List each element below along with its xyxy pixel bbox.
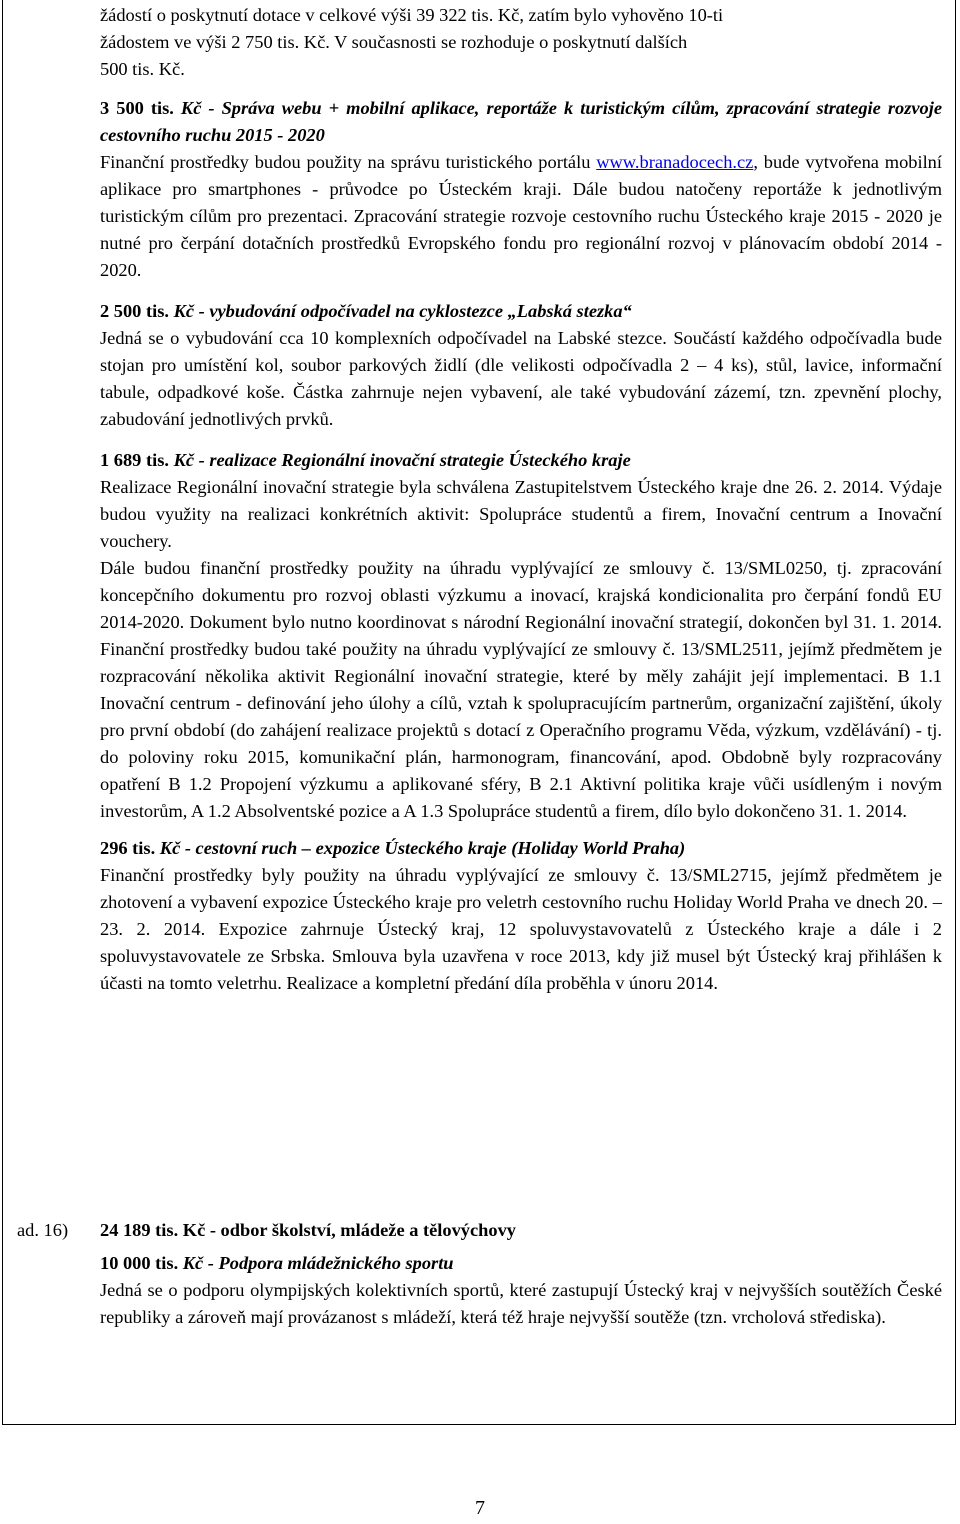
block5-amount: 10 000 tis. [100, 1253, 179, 1273]
block1-heading [100, 95, 942, 149]
block3-title: Kč - realizace Regionální inovační strategie Ústeckého kraje [173, 450, 631, 470]
block2-title: Kč - vybudování odpočívadel na cyklostezce „Labská stezka“ [173, 301, 632, 321]
block5-text: Jedná se o podporu olympijských kolektivních sportů, které zastupují Ústecký kraj v nejvyšších soutěžích České republiky a zároveň mají provázanost s mládeží, která též hraje nejvyšší soutěže (tzn. vrcholová střediska). [100, 1280, 942, 1327]
main-content [100, 2, 942, 997]
block2-amount: 2 500 tis. [100, 301, 169, 321]
block4-heading [100, 835, 942, 862]
portal-link[interactable]: www.branadocech.cz [596, 152, 754, 172]
block2-text: Jedná se o vybudování cca 10 komplexních odpočívadel na Labské stezce. Součástí každého odpočívadla bude stojan pro umístění kol, soubor parkových židlí (dle velikosti odpočívadla 2 – 4 ks), stůl, lavice, informační tabule, odpadkové koše. Částka zahrnuje nejen vybavení, ale také vybudování zázemí, tzn. zpevnění plochy, zabudování jednotlivých prvků. [100, 328, 942, 429]
block3-heading [100, 447, 942, 474]
block3-text-b: Dále budou finanční prostředky použity na úhradu vyplývající ze smlouvy č. 13/SML0250, tj. zpracování koncepčního dokumentu pro rozvoj oblasti výzkumu a inovací, krajská kondicionalita pro čerpání fondů EU 2014-2020. Dokument bylo nutno koordinovat s národní Regionální inovační strategií, dokončen byl 31. 1. 2014. Finanční prostředky budou také použity na úhradu vyplývající ze smlouvy č. 13/SML2511, jejímž předmětem je rozpracování několika aktivit Regionální inovační strategie, které by měly zahájit její implementaci. B 1.1 Inovační centrum - definování jeho úlohy a cílů, vztah k spolupracujícím partnerům, organizační zajištění, úkoly pro první období (do zahájení realizace projektů s dotací z Operačního programu Věda, výzkum, vzdělávání) - tj. do poloviny roku 2015, komunikační plán, harmonogram, financování, apod. Obdobně byly rozpracovány opatření B 1.2 Propojení výzkumu a aplikované sféry, B 2.1 Aktivní politika kraje vůči usídleným i novým investorům, A 1.2 Absolventské pozice a A 1.3 Spolupráce studentů a firem, dílo bylo dokončeno 31. 1. 2014. [100, 558, 942, 821]
section-16-heading [17, 1217, 942, 1244]
block1-title: Kč - Správa webu + mobilní aplikace, reportáže k turistickým cílům, zpracování strategie rozvoje cestovního ruchu 2015 - 2020 [100, 98, 942, 145]
intro-line-2: žádostem ve výši 2 750 tis. Kč. V současnosti se rozhoduje o poskytnutí dalších [100, 32, 688, 52]
section-16-title: 24 189 tis. Kč - odbor školství, mládeže a tělovýchovy [100, 1220, 516, 1240]
block2-heading [100, 298, 942, 325]
block1-text-a: Finanční prostředky budou použity na správu turistického portálu [100, 152, 591, 172]
page-number: 7 [475, 1497, 485, 1519]
block5-title: Kč - Podpora mládežnického sportu [182, 1253, 454, 1273]
block3-amount: 1 689 tis. [100, 450, 169, 470]
intro-line-1: žádostí o poskytnutí dotace v celkové výši 39 322 tis. Kč, zatím bylo vyhověno 10-ti [100, 5, 724, 25]
block4-amount: 296 tis. [100, 838, 156, 858]
block4-title: Kč - cestovní ruch – expozice Ústeckého kraje (Holiday World Praha) [159, 838, 686, 858]
block1-text-b: , bude vytvořena mobilní aplikace pro smartphones - průvodce po Ústeckém kraji. Dále budou natočeny reportáže k jednotlivým turistickým cílům pro prezentaci. Zpracování strategie rozvoje cestovního ruchu Ústeckého kraje 2015 - 2020 je nutné pro čerpání dotačních prostředků Evropského fondu pro regionální rozvoj v plánovacím období 2014 - 2020. [100, 152, 942, 280]
block5-heading [100, 1250, 942, 1277]
block1-amount: 3 500 tis. [100, 98, 174, 118]
section-16-content [100, 1250, 942, 1331]
section-16-number: ad. 16) [17, 1220, 69, 1240]
intro-line-3: 500 tis. Kč. [100, 59, 185, 79]
block4-text: Finanční prostředky byly použity na úhradu vyplývající ze smlouvy č. 13/SML2715, jejímž předmětem je zhotovení a vybavení expozice Ústeckého kraje pro veletrh cestovního ruchu Holiday World Praha ve dnech 20. – 23. 2. 2014. Expozice zahrnuje Ústecký kraj, 12 spoluvystavovatelů z Ústeckého kraje a dále i 2 spoluvystavovatele ze Srbska. Smlouva byla uzavřena v roce 2013, kdy již musel být Ústecký kraj přihlášen k účasti na tomto veletrhu. Realizace a kompletní předání díla proběhla v únoru 2014. [100, 865, 942, 993]
block1-text [100, 149, 942, 284]
block3-text-a: Realizace Regionální inovační strategie byla schválena Zastupitelstvem Ústeckého kraje dne 26. 2. 2014. Výdaje budou využity na realizaci konkrétních aktivit: Spolupráce studentů a firem, Inovační centrum a Inovační vouchery. [100, 477, 942, 551]
